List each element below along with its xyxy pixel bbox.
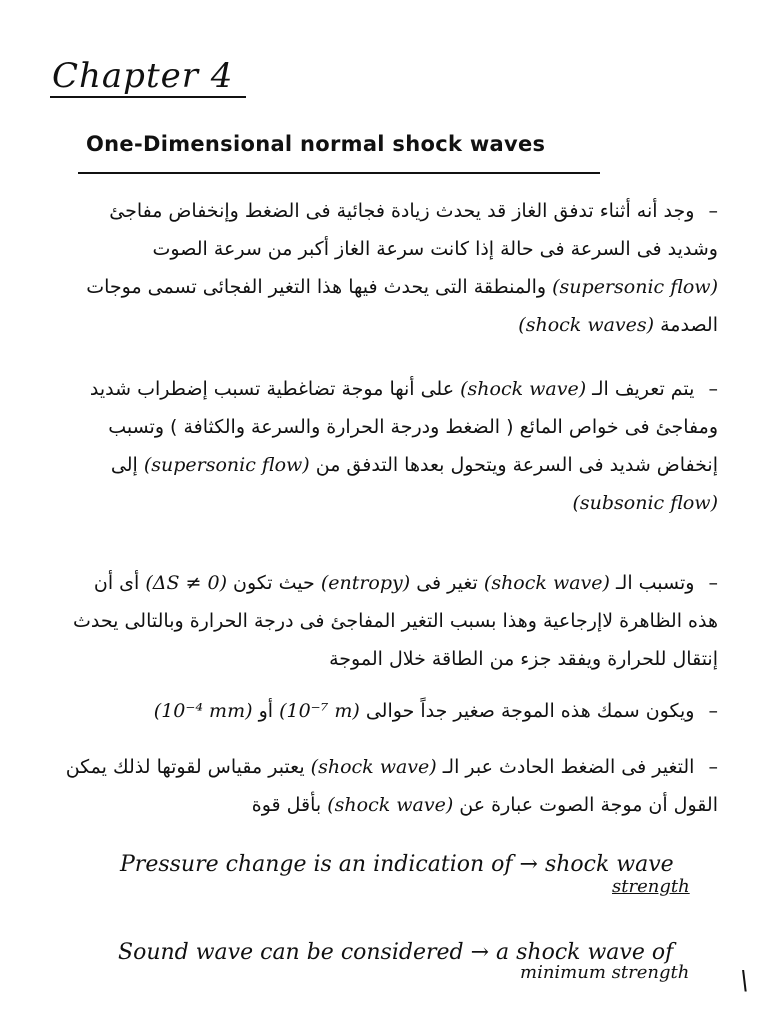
paragraph-text: أى أن هذه الظاهرة لاإرجاعية وهذا بسبب التغير المفاجئ فى درجة الحرارة وبالتالى يحدث إنتقال للحرارة ويفقد جزء من الطاقة خلال الموجة xyxy=(73,572,718,670)
paragraph-text: بأقل قوة xyxy=(251,794,322,816)
paragraph-3 xyxy=(58,564,718,678)
paragraph-4 xyxy=(58,692,718,730)
term: (entropy) xyxy=(320,572,411,594)
paragraph-text: أو xyxy=(258,700,274,722)
term: (shock waves) xyxy=(518,314,655,336)
paragraph-text: والمنطقة التى يحدث فيها هذا التغير الفجائى تسمى موجات الصدمة xyxy=(86,276,718,336)
bullet-dash: – xyxy=(708,756,718,778)
note-pressure-change: Pressure change is an indication of → shock wave xyxy=(120,852,674,877)
note-sound-wave: Sound wave can be considered → a shock wave of xyxy=(118,940,674,965)
term: (shock wave) xyxy=(483,572,610,594)
paragraph-1 xyxy=(58,192,718,344)
term: (supersonic flow) xyxy=(143,454,310,476)
paragraph-text: التغير فى الضغط الحادث عبر الـ xyxy=(442,756,695,778)
bullet-dash: – xyxy=(708,200,718,222)
bullet-dash: – xyxy=(708,700,718,722)
margin-mark: \ xyxy=(740,966,749,996)
paragraph-text: تغير فى xyxy=(416,572,478,594)
paragraph-text: وجد أنه أثناء تدفق الغاز قد يحدث زيادة فجائية فى الضغط وإنخفاض مفاجئ وشديد فى السرعة فى حالة إذا كانت سرعة الغاز أكبر من سرعة الصوت xyxy=(109,200,718,260)
term: (shock wave) xyxy=(460,378,587,400)
term: (supersonic flow) xyxy=(552,276,718,298)
paragraph-text: إلى xyxy=(110,454,138,476)
chapter-underline xyxy=(50,96,246,98)
paragraph-text: حيث تكون xyxy=(233,572,315,594)
term: (shock wave) xyxy=(310,756,437,778)
chapter-title: Chapter 4 xyxy=(52,56,234,96)
term: (10⁻⁷ m) xyxy=(279,700,360,722)
paragraph-2 xyxy=(58,370,718,522)
paragraph-text: ويكون سمك هذه الموجة صغير جداً حوالى xyxy=(365,700,695,722)
note-sound-wave-sub: minimum strength xyxy=(520,962,690,983)
paragraph-5 xyxy=(58,748,718,824)
paragraph-text: على أنها موجة تضاغطية تسبب إضطراب شديد ومفاجئ فى خواص المائع ( الضغط ودرجة الحرارة والسرعة والكثافة ) وتسبب إنخفاض شديد فى السرعة ويتحول بعدها التدفق من xyxy=(89,378,718,476)
paragraph-text: وتسبب الـ xyxy=(615,572,695,594)
term: (shock wave) xyxy=(327,794,454,816)
paragraph-text: يعتبر مقياس لقوتها لذلك يمكن القول أن موجة الصوت عبارة عن xyxy=(65,756,718,816)
term: (ΔS ≠ 0) xyxy=(145,572,227,594)
section-underline xyxy=(78,172,600,174)
term: (10⁻⁴ mm) xyxy=(153,700,253,722)
note-pressure-change-sub: strength xyxy=(612,876,690,897)
paragraph-text: يتم تعريف الـ xyxy=(592,378,695,400)
term: (subsonic flow) xyxy=(572,492,718,514)
bullet-dash: – xyxy=(708,572,718,594)
section-title: One-Dimensional normal shock waves xyxy=(86,132,546,156)
bullet-dash: – xyxy=(708,378,718,400)
